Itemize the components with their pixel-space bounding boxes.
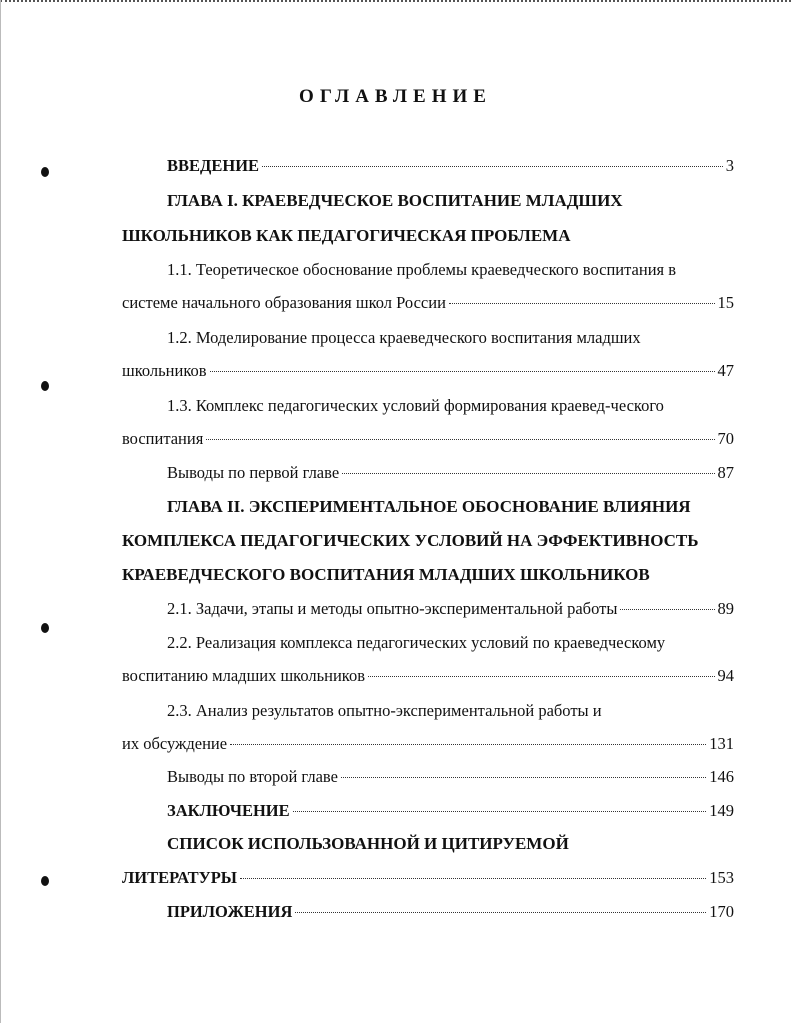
toc-entry-2-2-line-1: 2.2. Реализация комплекса педагогических условий по краеведческому (167, 633, 666, 652)
toc-entry-2-3-line-1: 2.3. Анализ результатов опытно-экспериментальной работы и (167, 701, 602, 720)
toc-entry-label: воспитанию младших школьников (122, 666, 366, 685)
leader-dots (449, 303, 715, 304)
toc-entry-page: 47 (717, 361, 734, 380)
toc-entry-page: 149 (709, 801, 734, 820)
chapter-2-heading-line-1: ГЛАВА II. ЭКСПЕРИМЕНТАЛЬНОЕ ОБОСНОВАНИЕ ВЛИЯНИЯ (167, 497, 691, 516)
leader-dots (230, 744, 706, 745)
scan-top-edge (0, 0, 791, 6)
toc-entry-2-3[interactable] (122, 734, 734, 754)
toc-entry-page: 87 (717, 463, 734, 482)
toc-entry-label: ПРИЛОЖЕНИЯ (167, 902, 293, 921)
chapter-2-heading-line-3: КРАЕВЕДЧЕСКОГО ВОСПИТАНИЯ МЛАДШИХ ШКОЛЬНИКОВ (122, 565, 650, 584)
punch-hole (41, 623, 49, 633)
scan-left-edge (0, 0, 7, 1023)
toc-entry-1-2-line-1: 1.2. Моделирование процесса краеведческого воспитания младших (167, 328, 641, 347)
toc-entry-2-2[interactable] (122, 666, 734, 686)
toc-entry-1-3-line-1: 1.3. Комплекс педагогических условий формирования краевед-ческого (167, 396, 664, 415)
leader-dots (342, 473, 714, 474)
toc-entry-label: школьников (122, 361, 207, 380)
toc-entry-page: 15 (717, 293, 734, 312)
toc-entry-1-1[interactable] (122, 293, 734, 313)
toc-entry-bibliography[interactable] (122, 868, 734, 888)
toc-entry-page: 70 (717, 429, 734, 448)
toc-entry-label: Выводы по первой главе (167, 463, 340, 482)
leader-dots (620, 609, 714, 610)
toc-entry-1-1-line-1: 1.1. Теоретическое обоснование проблемы краеведческого воспитания в (167, 260, 677, 279)
toc-entry-chapter-1-conclusions[interactable] (167, 463, 734, 483)
toc-entry-2-1[interactable] (167, 599, 734, 619)
leader-dots (262, 166, 723, 167)
toc-entry-page: 94 (717, 666, 734, 685)
toc-entry-appendices[interactable] (167, 902, 734, 922)
toc-entry-label: ЗАКЛЮЧЕНИЕ (167, 801, 290, 820)
toc-entry-label: ВВЕДЕНИЕ (167, 156, 260, 175)
chapter-1-heading-line-2: ШКОЛЬНИКОВ КАК ПЕДАГОГИЧЕСКАЯ ПРОБЛЕМА (122, 226, 571, 245)
toc-entry-label: 2.1. Задачи, этапы и методы опытно-экспериментальной работы (167, 599, 618, 618)
toc-entry-page: 89 (717, 599, 734, 618)
toc-entry-page: 131 (709, 734, 734, 753)
toc-entry-bibliography-line-1: СПИСОК ИСПОЛЬЗОВАННОЙ И ЦИТИРУЕМОЙ (167, 834, 569, 853)
leader-dots (295, 912, 706, 913)
leader-dots (210, 371, 715, 372)
chapter-1-heading-line-1: ГЛАВА I. КРАЕВЕДЧЕСКОЕ ВОСПИТАНИЕ МЛАДШИХ (167, 191, 623, 210)
toc-entry-page: 146 (709, 767, 734, 786)
toc-entry-page: 170 (709, 902, 734, 921)
toc-entry-page: 153 (709, 868, 734, 887)
toc-entry-introduction[interactable] (167, 156, 734, 176)
toc-entry-page: 3 (725, 156, 734, 175)
toc-entry-conclusion[interactable] (167, 801, 734, 821)
punch-hole (41, 381, 49, 391)
toc-entry-label: ЛИТЕРАТУРЫ (122, 868, 237, 887)
leader-dots (293, 811, 707, 812)
toc-entry-1-2[interactable] (122, 361, 734, 381)
page-title: ОГЛАВЛЕНИЕ (299, 86, 492, 107)
punch-hole (41, 167, 49, 177)
toc-entry-label: воспитания (122, 429, 204, 448)
leader-dots (206, 439, 714, 440)
toc-entry-label: Выводы по второй главе (167, 767, 338, 786)
chapter-2-heading-line-2: КОМПЛЕКСА ПЕДАГОГИЧЕСКИХ УСЛОВИЙ НА ЭФФЕКТИВНОСТЬ (122, 531, 699, 550)
toc-entry-label: их обсуждение (122, 734, 228, 753)
toc-entry-label: системе начального образования школ России (122, 293, 446, 312)
punch-hole (41, 876, 49, 886)
leader-dots (368, 676, 714, 677)
leader-dots (240, 878, 706, 879)
toc-entry-chapter-2-conclusions[interactable] (167, 767, 734, 787)
leader-dots (341, 777, 706, 778)
toc-entry-1-3[interactable] (122, 429, 734, 449)
